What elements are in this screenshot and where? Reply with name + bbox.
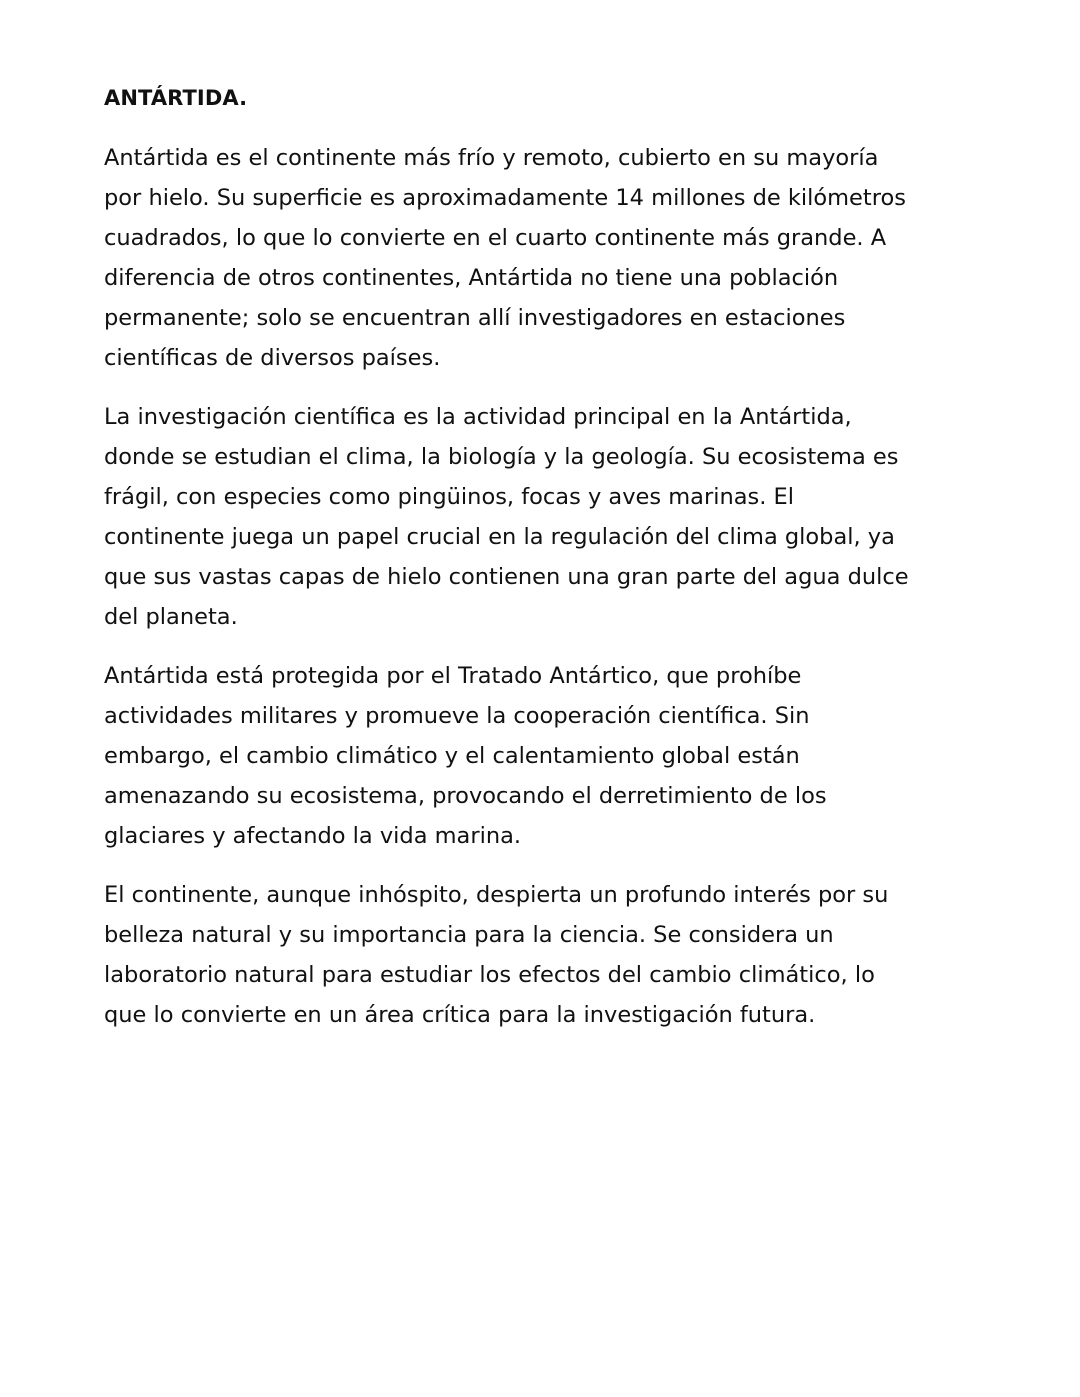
paragraph-research: La investigación científica es la actividad principal en la Antártida, donde se estudian el clima, la biología y la geología. Su ecosistema es frágil, con especies como pingüinos, focas y aves marinas. El continente juega un papel crucial en la regulación del clima global, ya que sus vastas capas de hielo contienen una gran parte del agua dulce del planeta.	[104, 404, 909, 630]
paragraph-interest: El continente, aunque inhóspito, despierta un profundo interés por su belleza natural y su importancia para la ciencia. Se considera un laboratorio natural para estudiar los efectos del cambio climático, lo que lo convierte en un área crítica para la investigación futura.	[104, 882, 889, 1028]
document-title: ANTÁRTIDA.	[104, 86, 248, 110]
paragraph-intro: Antártida es el continente más frío y remoto, cubierto en su mayoría por hielo. Su superficie es aproximadamente 14 millones de kilómetros cuadrados, lo que lo convierte en el cuarto continente más grande. A diferencia de otros continentes, Antártida no tiene una población permanente; solo se encuentran allí investigadores en estaciones científicas de diversos países.	[104, 145, 906, 371]
paragraph-treaty: Antártida está protegida por el Tratado Antártico, que prohíbe actividades militares y promueve la cooperación científica. Sin embargo, el cambio climático y el calentamiento global están amenazando su ecosistema, provocando el derretimiento de los glaciares y afectando la vida marina.	[104, 663, 827, 849]
